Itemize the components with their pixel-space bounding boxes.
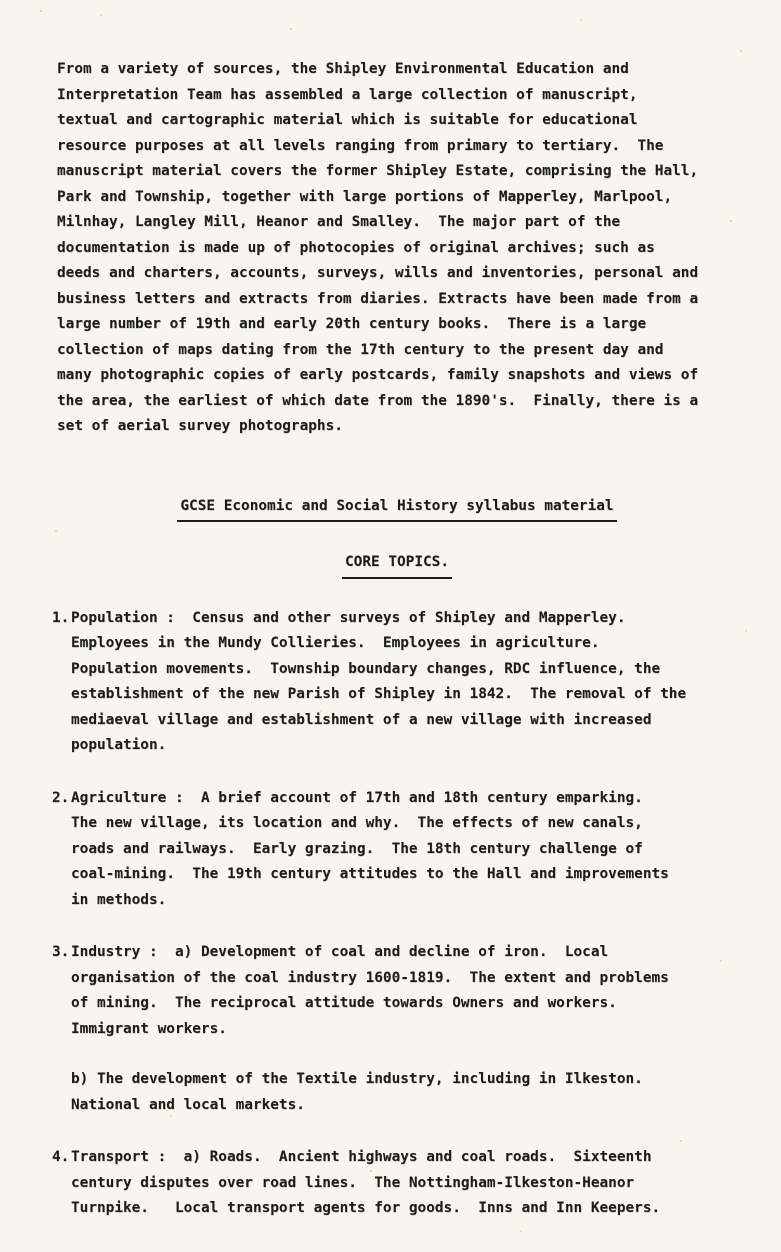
intro-line: Park and Township, together with large portions of Mapperley, Marlpool, (57, 188, 673, 205)
topic-line: Industry : a) Development of coal and decline of iron. Local (71, 944, 609, 960)
intro-paragraph (57, 57, 737, 440)
topic-number: 3. (52, 944, 70, 960)
topic-line: century disputes over road lines. The Nottingham-Ilkeston-Heanor (71, 1174, 635, 1191)
topic-line: roads and railways. Early grazing. The 18th century challenge of (71, 840, 643, 857)
topics-list (48, 606, 737, 1222)
topic-line: Agriculture : A brief account of 17th and 18th century emparking. (71, 789, 643, 806)
intro-line: deeds and charters, accounts, surveys, wills and inventories, personal and (57, 265, 699, 281)
topic-item-population (52, 606, 737, 759)
intro-line: documentation is made up of photocopies of original archives; such as (57, 239, 655, 256)
syllabus-heading-text: GCSE Economic and Social History syllabus material (177, 494, 616, 523)
intro-line: set of aerial survey photographs. (57, 418, 343, 434)
intro-line: collection of maps dating from the 17th century to the present day and (57, 341, 664, 358)
intro-line: Milnhay, Langley Mill, Heanor and Smalley. The major part of the (57, 214, 621, 230)
topic-line: coal-mining. The 19th century attitudes to the Hall and improvements (71, 866, 669, 882)
topic-item-transport (52, 1145, 737, 1222)
intro-line: large number of 19th and early 20th century books. There is a large (57, 316, 647, 332)
topic-body (71, 940, 737, 1118)
topic-line: Immigrant workers. (71, 1020, 227, 1037)
topic-industry-part-b (71, 1067, 737, 1118)
intro-line: manuscript material covers the former Shipley Estate, comprising the Hall, (57, 163, 699, 179)
topic-line: of mining. The reciprocal attitude towards Owners and workers. (71, 995, 617, 1011)
syllabus-heading (57, 494, 737, 523)
topic-item-agriculture (52, 786, 737, 914)
core-topics-heading-text: CORE TOPICS. (342, 550, 452, 579)
topic-line: The new village, its location and why. The effects of new canals, (71, 815, 643, 831)
topic-number: 4. (52, 1149, 70, 1165)
intro-line: many photographic copies of early postcards, family snapshots and views of (57, 367, 699, 383)
topic-line: Transport : a) Roads. Ancient highways and coal roads. Sixteenth (71, 1149, 652, 1165)
topic-line: b) The development of the Textile industry, including in Ilkeston. (71, 1071, 643, 1087)
topic-line: mediaeval village and establishment of a new village with increased (71, 711, 652, 728)
core-topics-heading (57, 550, 737, 579)
topic-line: Turnpike. Local transport agents for goods. Inns and Inn Keepers. (71, 1200, 661, 1216)
topic-line: establishment of the new Parish of Shipley in 1842. The removal of the (71, 686, 687, 702)
topic-line: Employees in the Mundy Collieries. Employees in agriculture. (71, 635, 600, 651)
intro-line: Interpretation Team has assembled a large collection of manuscript, (57, 86, 638, 103)
intro-line: the area, the earliest of which date from the 1890's. Finally, there is a (57, 392, 699, 409)
topic-item-industry (52, 940, 737, 1118)
topic-body (71, 786, 737, 914)
topic-number: 2. (52, 789, 70, 806)
intro-line: resource purposes at all levels ranging from primary to tertiary. The (57, 137, 664, 154)
topic-number: 1. (52, 609, 70, 626)
intro-line: business letters and extracts from diaries. Extracts have been made from a (57, 290, 699, 307)
topic-line: National and local markets. (71, 1096, 305, 1113)
intro-line: textual and cartographic material which is suitable for educational (57, 112, 638, 128)
topic-line: Population movements. Township boundary changes, RDC influence, the (71, 660, 661, 677)
topic-line: in methods. (71, 891, 167, 908)
intro-line: From a variety of sources, the Shipley Environmental Education and (57, 61, 629, 77)
topic-body (71, 1145, 737, 1222)
topic-line: Population : Census and other surveys of Shipley and Mapperley. (71, 609, 626, 626)
topic-line: organisation of the coal industry 1600-1819. The extent and problems (71, 969, 669, 986)
topic-body (71, 606, 737, 759)
topic-line: population. (71, 737, 167, 753)
